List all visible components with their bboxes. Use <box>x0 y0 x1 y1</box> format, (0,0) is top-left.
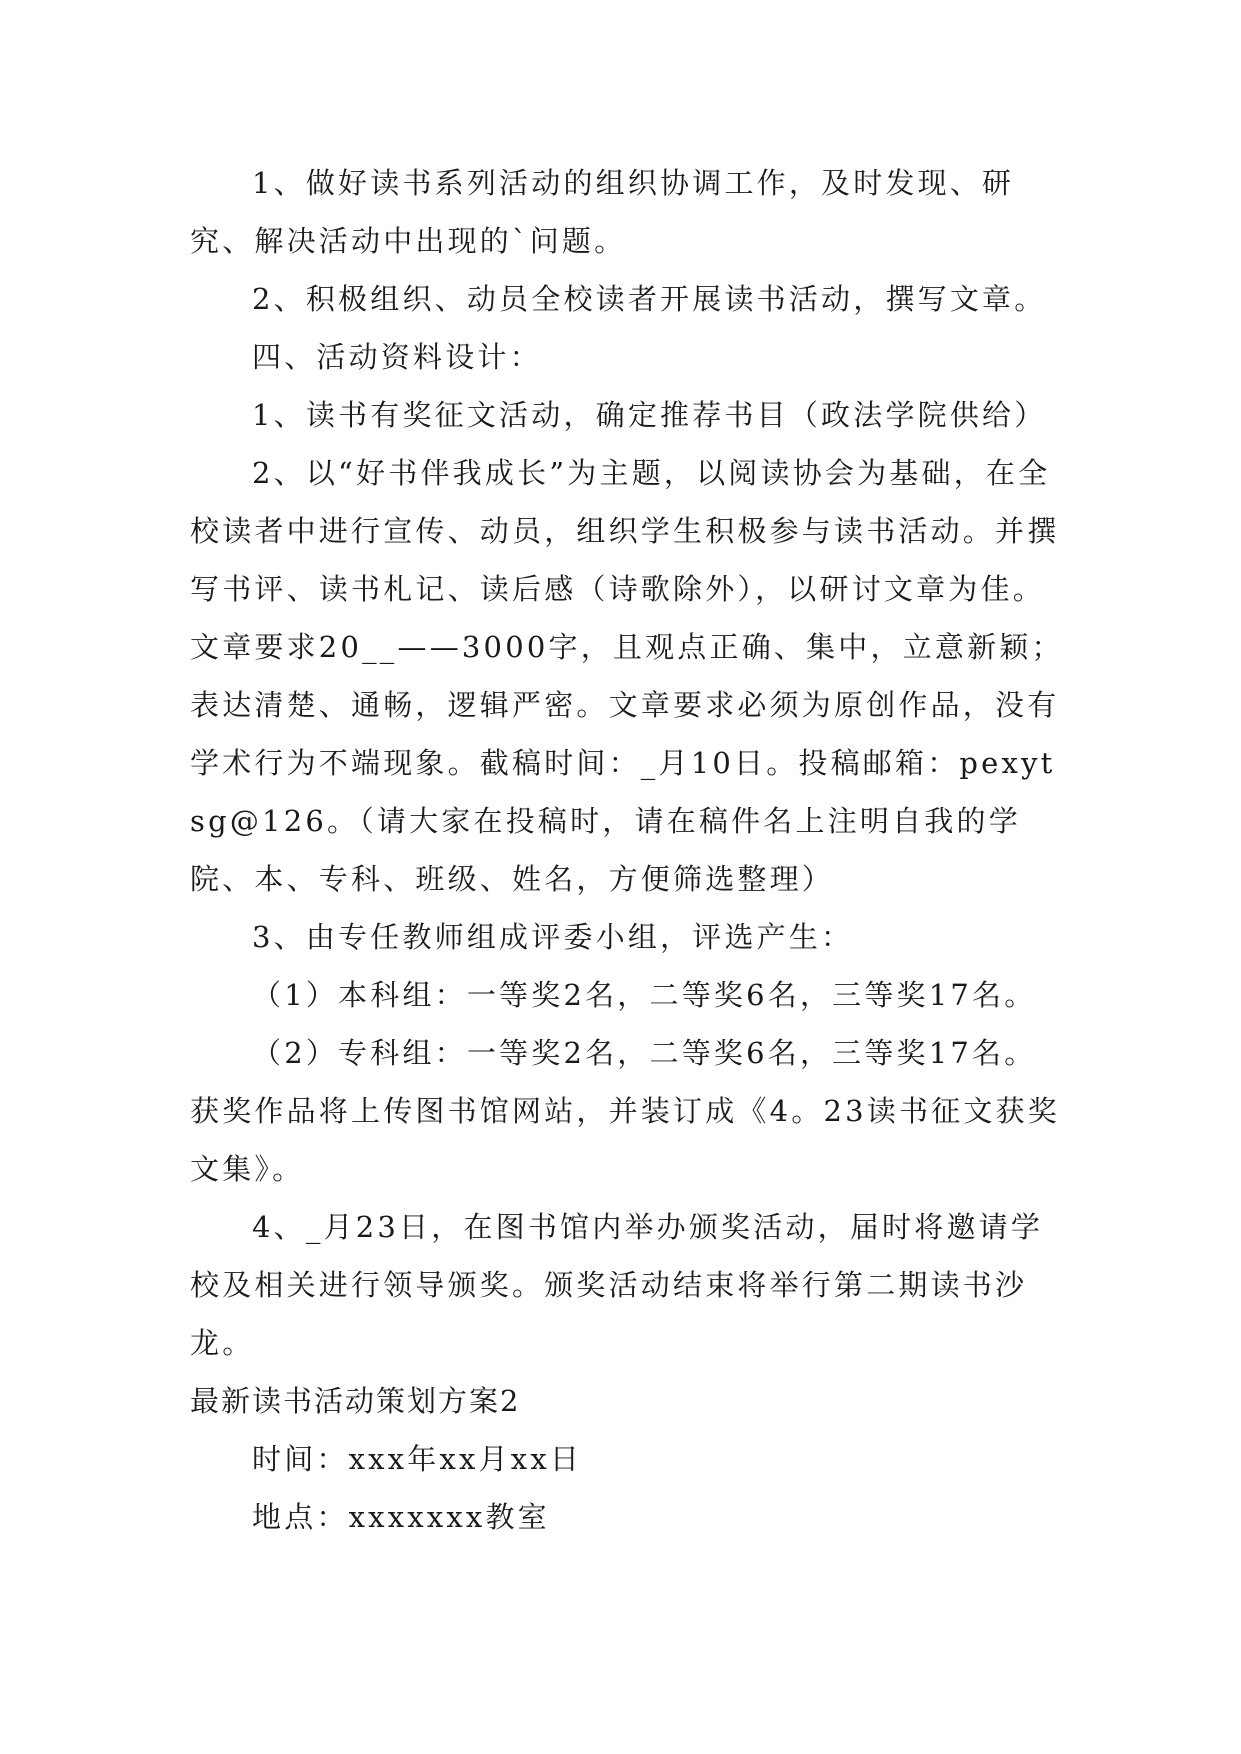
paragraph-time: 时间：xxx年xx月xx日 <box>252 1442 583 1476</box>
paragraph-award-ceremony: 4、_月23日，在图书馆内举办颁奖活动，届时将邀请学校及相关进行领导颁奖。颁奖活动结束将举行第二期读书沙龙。 <box>190 1210 1044 1360</box>
paragraph-undergraduate-awards: （1）本科组：一等奖2名，二等奖6名，三等奖17名。 <box>252 978 1037 1012</box>
paragraph-essay-contest: 1、读书有奖征文活动，确定推荐书目（政法学院供给） <box>252 398 1047 432</box>
paragraph-location: 地点：xxxxxxx教室 <box>252 1500 550 1534</box>
section-heading-activity-design: 四、活动资料设计： <box>252 340 542 374</box>
document-body <box>190 154 1070 1546</box>
plan-title: 最新读书活动策划方案2 <box>190 1384 521 1418</box>
paragraph-judging-panel: 3、由专任教师组成评委小组，评选产生： <box>252 920 854 954</box>
paragraph-award-collection: 获奖作品将上传图书馆网站，并装订成《4。23读书征文获奖文集》。 <box>190 1094 1060 1186</box>
paragraph-organize-coordinate: 1、做好读书系列活动的组织协调工作，及时发现、研究、解决活动中出现的`问题。 <box>190 166 1015 258</box>
paragraph-mobilize-readers: 2、积极组织、动员全校读者开展读书活动，撰写文章。 <box>252 282 1047 316</box>
paragraph-theme-requirements: 2、以“好书伴我成长”为主题，以阅读协会为基础，在全校读者中进行宣传、动员，组织学生积极参与读书活动。并撰写书评、读书札记、读后感（诗歌除外），以研讨文章为佳。文章要求20__——3000字，且观点正确、集中，立意新颖；表达清楚、通畅，逻辑严密。文章要求必须为原创作品，没有学术行为不端现象。截稿时间：_月10日。投稿邮箱：pexytsg@126。（请大家在投稿时，请在稿件名上注明自我的学院、本、专科、班级、姓名，方便筛选整理） <box>190 456 1064 896</box>
paragraph-junior-college-awards: （2）专科组：一等奖2名，二等奖6名，三等奖17名。 <box>252 1036 1037 1070</box>
